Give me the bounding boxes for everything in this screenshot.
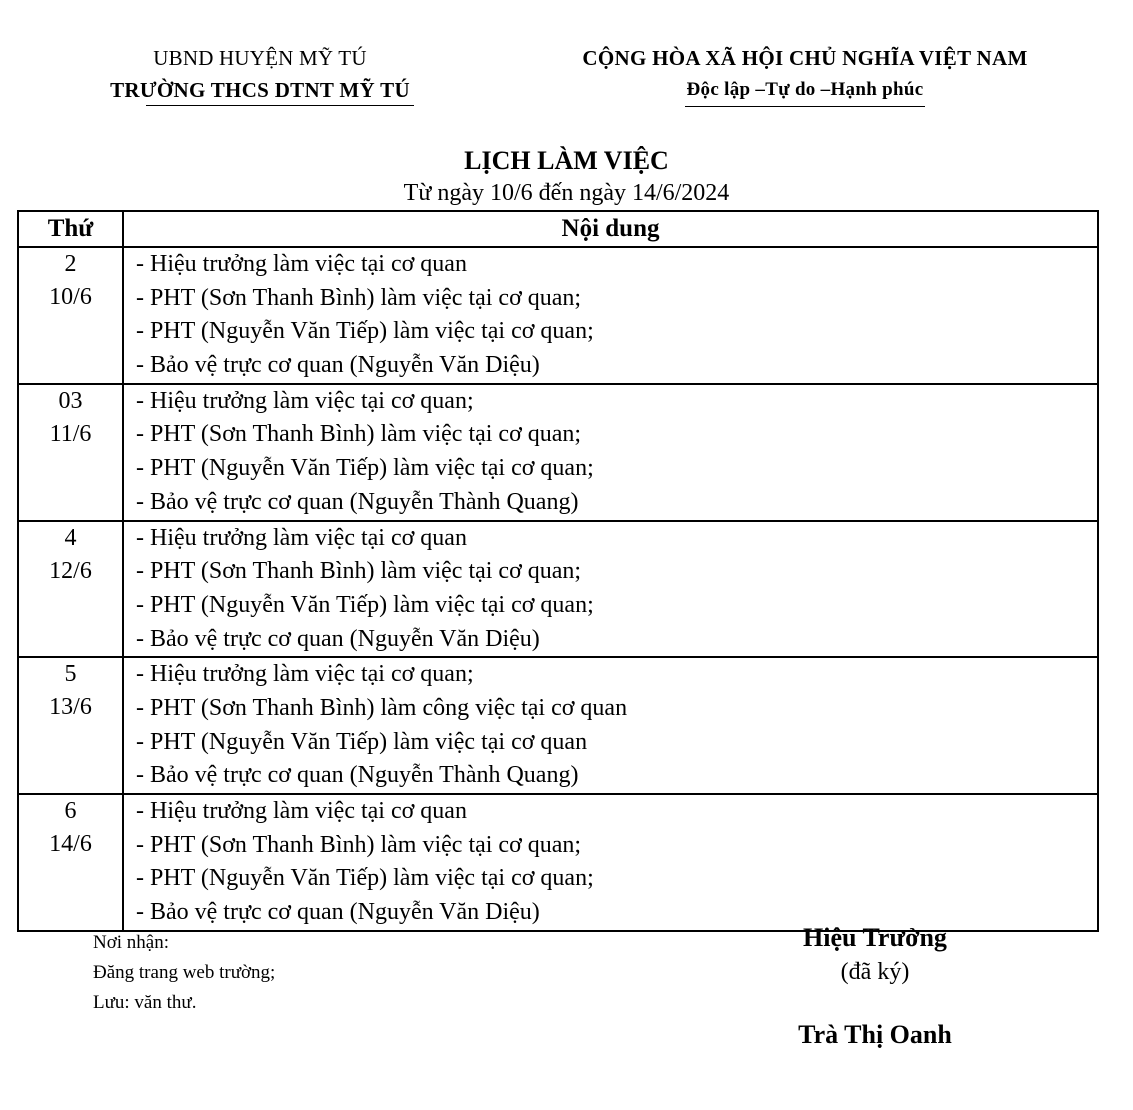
recipient-item: Lưu: văn thư.: [93, 992, 197, 1013]
task-item: - Hiệu trưởng làm việc tại cơ quan: [136, 251, 467, 277]
nation-name: CỘNG HÒA XÃ HỘI CHỦ NGHĨA VIỆT NAM: [582, 46, 1028, 70]
table-row: [18, 521, 1098, 658]
national-header: [520, 42, 1090, 107]
date: 14/6: [49, 831, 92, 857]
recipients-block: [93, 928, 275, 1018]
content-cell: [123, 247, 1098, 384]
schedule-table: [17, 210, 1099, 932]
task-item: - Bảo vệ trực cơ quan (Nguyễn Thành Quang): [136, 762, 579, 789]
signature-block: [730, 920, 1020, 1052]
table-row: [18, 247, 1098, 384]
date: 11/6: [49, 420, 92, 447]
day-cell: [18, 521, 123, 658]
task-item: - Hiệu trưởng làm việc tại cơ quan;: [136, 387, 474, 414]
content-cell: [123, 521, 1098, 658]
date-range: Từ ngày 10/6 đến ngày 14/6/2024: [403, 180, 730, 206]
task-item: - Hiệu trưởng làm việc tại cơ quan: [136, 524, 467, 551]
table-row: [18, 384, 1098, 521]
task-item: - PHT (Nguyễn Văn Tiếp) làm việc tại cơ quan;: [136, 865, 594, 892]
day-cell: [18, 794, 123, 931]
issuing-organization: [40, 42, 480, 106]
task-item: - PHT (Nguyễn Văn Tiếp) làm việc tại cơ quan;: [136, 318, 594, 345]
task-item: - Bảo vệ trực cơ quan (Nguyễn Văn Diệu): [136, 899, 540, 926]
content-cell: [123, 384, 1098, 521]
date: 10/6: [49, 284, 92, 310]
task-item: - Bảo vệ trực cơ quan (Nguyễn Thành Quang): [136, 488, 579, 515]
column-header-content: Nội dung: [123, 211, 1098, 247]
date: 13/6: [49, 694, 92, 721]
column-header-day: Thứ: [18, 211, 123, 247]
task-item: - PHT (Sơn Thanh Bình) làm việc tại cơ quan;: [136, 421, 582, 448]
day-cell: [18, 657, 123, 794]
task-item: - PHT (Nguyễn Văn Tiếp) làm việc tại cơ quan: [136, 728, 588, 755]
table-header-row: [18, 211, 1098, 247]
task-item: - Bảo vệ trực cơ quan (Nguyễn Văn Diệu): [136, 625, 540, 652]
task-item: - PHT (Sơn Thanh Bình) làm việc tại cơ quan;: [136, 558, 582, 585]
authority-name: UBND HUYỆN MỸ TÚ: [153, 46, 367, 70]
weekday: 4: [64, 524, 77, 551]
task-item: - PHT (Nguyễn Văn Tiếp) làm việc tại cơ quan;: [136, 455, 594, 482]
document-title: LỊCH LÀM VIỆC: [464, 146, 669, 175]
day-cell: [18, 247, 123, 384]
task-item: - PHT (Sơn Thanh Bình) làm công việc tại cơ quan: [136, 694, 628, 721]
table-row: [18, 657, 1098, 794]
task-item: - PHT (Sơn Thanh Bình) làm việc tại cơ quan;: [136, 831, 582, 858]
task-item: - PHT (Sơn Thanh Bình) làm việc tại cơ quan;: [136, 284, 582, 311]
content-cell: [123, 657, 1098, 794]
day-cell: [18, 384, 123, 521]
task-item: - PHT (Nguyễn Văn Tiếp) làm việc tại cơ quan;: [136, 591, 594, 618]
date: 12/6: [49, 557, 92, 584]
signer-name: Trà Thị Oanh: [798, 1020, 952, 1049]
weekday: 6: [64, 798, 77, 824]
weekday: 03: [58, 387, 83, 414]
recipients-label: Nơi nhận:: [93, 932, 170, 953]
signed-note: (đã ký): [840, 959, 910, 985]
task-item: - Bảo vệ trực cơ quan (Nguyễn Văn Diệu): [136, 352, 540, 379]
recipient-item: Đăng trang web trường;: [93, 962, 276, 983]
signer-title: Hiệu Trưởng: [803, 923, 947, 952]
school-underline: [146, 105, 414, 106]
weekday: 5: [64, 661, 77, 688]
weekday: 2: [64, 251, 77, 277]
task-item: - Hiệu trưởng làm việc tại cơ quan: [136, 798, 467, 824]
table-row: [18, 794, 1098, 931]
task-item: - Hiệu trưởng làm việc tại cơ quan;: [136, 661, 474, 688]
national-motto: Độc lập –Tự do –Hạnh phúc: [685, 74, 926, 107]
content-cell: [123, 794, 1098, 931]
school-name: TRƯỜNG THCS DTNT MỸ TÚ: [110, 78, 410, 102]
